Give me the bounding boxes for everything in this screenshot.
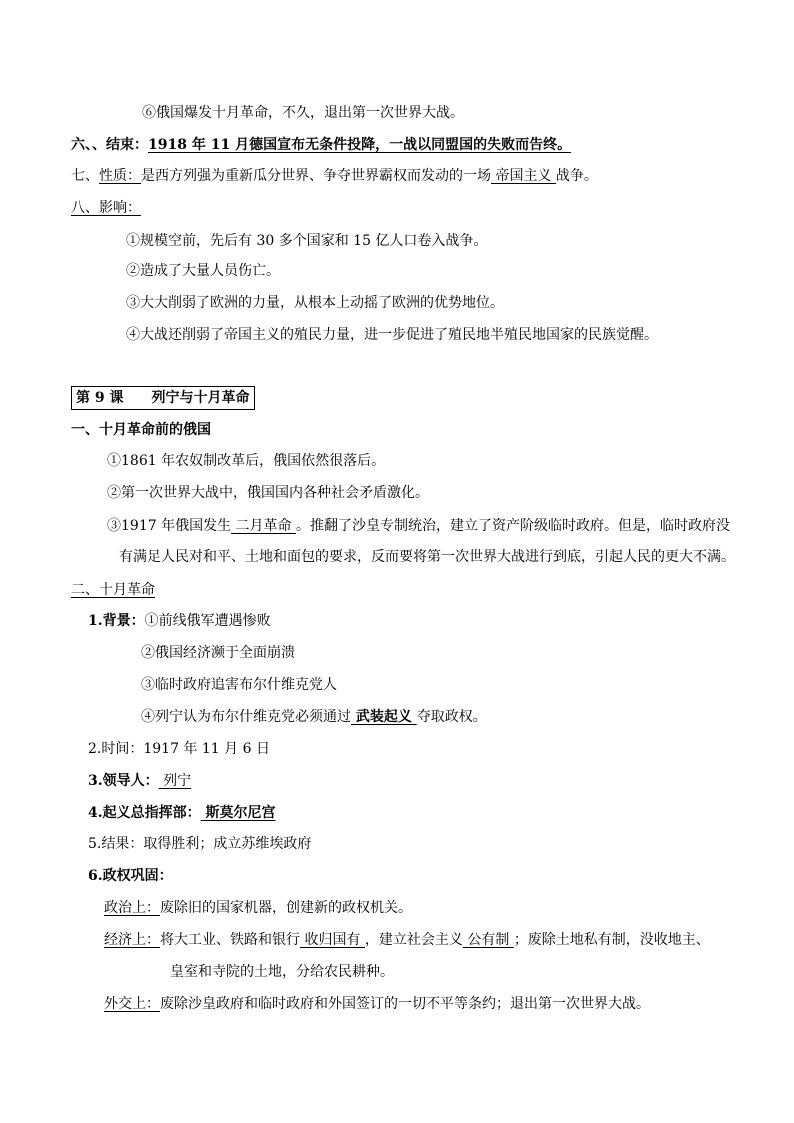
list-item: ④大战还削弱了帝国主义的殖民力量，进一步促进了殖民地半殖民地国家的民族觉醒。 (126, 327, 658, 343)
list-item: ⑥俄国爆发十月革命，不久，退出第一次世界大战。 (142, 105, 464, 121)
list-item: 1.背景：①前线俄军遭遇惨败 (88, 613, 271, 629)
list-item: ③大大削弱了欧洲的力量，从根本上动摇了欧洲的优势地位。 (126, 295, 504, 311)
list-item: 2.时间：1917 年 11 月 6 日 (88, 741, 270, 757)
list-item: ②第一次世界大战中，俄国国内各种社会矛盾激化。 (107, 485, 429, 501)
section-heading: 七、性质：是西方列强为重新瓜分世界、争夺世界霸权而发动的一场 帝国主义 战争。 (71, 168, 598, 184)
section-heading: 六、、结束：1918 年 11 月德国宣布无条件投降，一战以同盟国的失败而告终。 (71, 137, 572, 153)
list-item: ②俄国经济濒于全面崩溃 (141, 645, 295, 661)
list-item: ③1917 年俄国发生 二月革命 。推翻了沙皇专制统治，建立了资产阶级临时政府。但是，临时政府没 (107, 518, 730, 534)
list-item: 经济上：将大工业、铁路和银行 收归国有 ，建立社会主义 公有制 ；废除土地私有制，没收地主、 (104, 932, 710, 948)
section-heading: 八、影响： (71, 200, 141, 216)
list-item: 6.政权巩固： (88, 868, 173, 884)
list-item: ③临时政府追害布尔什维克党人 (141, 677, 337, 693)
list-item: ④列宁认为布尔什维克党必须通过 武装起义 夺取政权。 (141, 709, 487, 725)
list-item: ②造成了大量人员伤亡。 (126, 263, 280, 279)
list-item: 3.领导人： 列宁 (88, 773, 192, 789)
lesson-title: 第 9 课 列宁与十月革命 (71, 386, 255, 410)
list-item: 政治上：废除旧的国家机器，创建新的政权机关。 (104, 900, 412, 916)
section-heading: 一、十月革命前的俄国 (71, 422, 211, 438)
list-item: ①规模空前，先后有 30 多个国家和 15 亿人口卷入战争。 (126, 233, 488, 249)
list-item: 4.起义总指挥部： 斯莫尔尼宫 (88, 805, 276, 821)
list-item: 5.结果：取得胜利；成立苏维埃政府 (88, 836, 312, 852)
section-heading: 二、十月革命 (71, 582, 155, 598)
list-item: 外交上：废除沙皇政府和临时政府和外国签订的一切不平等条约；退出第一次世界大战。 (104, 996, 650, 1012)
paragraph-line: 有满足人民对和平、土地和面包的要求，反而要将第一次世界大战进行到底，引起人民的更大不满。 (119, 549, 735, 565)
list-item: ①1861 年农奴制改革后，俄国依然很落后。 (107, 453, 386, 469)
paragraph-line: 皇室和寺院的土地，分给农民耕种。 (170, 964, 394, 980)
